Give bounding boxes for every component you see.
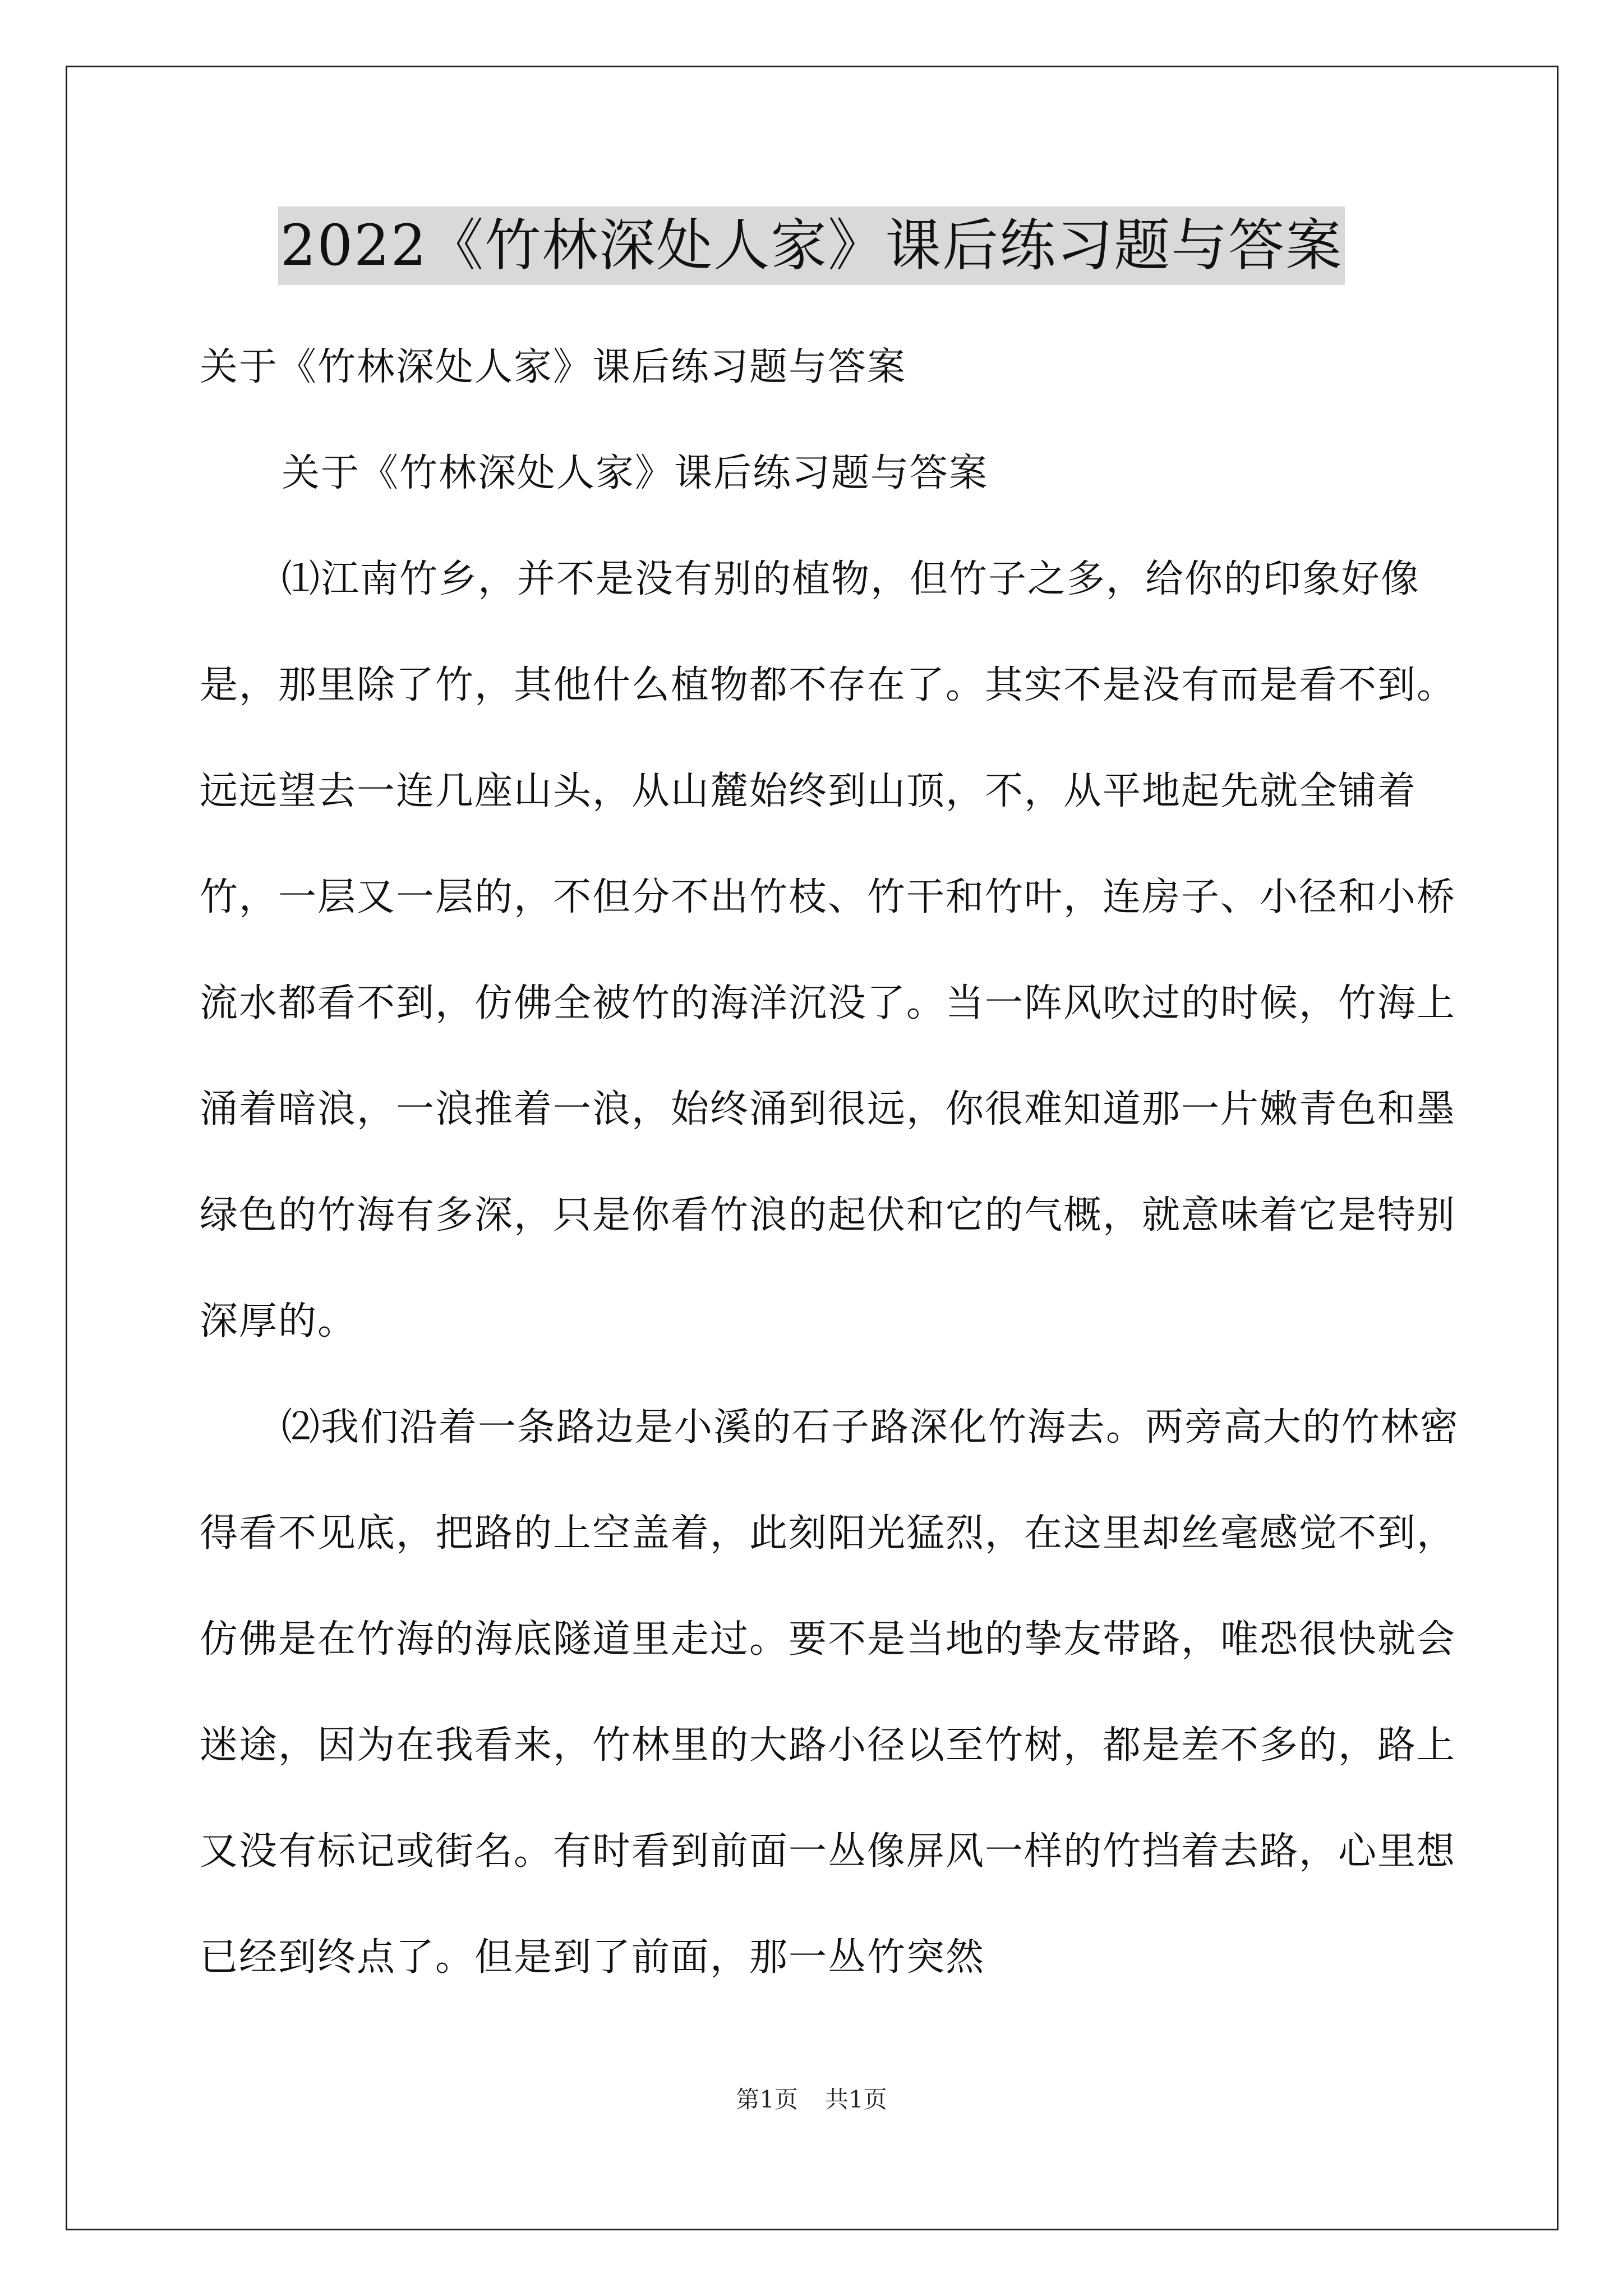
- title-container: [0, 206, 1623, 285]
- paragraph-1: ⑴江南竹乡，并不是没有别的植物，但竹子之多，给你的印象好像是，那里除了竹，其他什么植物都不存在了。其实不是没有而是看不到。远远望去一连几座山头，从山麓始终到山顶，不，从平地起先就全铺着竹，一层又一层的，不但分不出竹枝、竹干和竹叶，连房子、小径和小桥流水都看不到，仿佛全被竹的海洋沉没了。当一阵风吹过的时候，竹海上涌着暗浪，一浪推着一浪，始终涌到很远，你很难知道那一片嫩青色和墨绿色的竹海有多深，只是你看竹浪的起伏和它的气概，就意味着它是特别深厚的。: [200, 557, 1456, 1343]
- page-number: 第1页: [736, 2086, 798, 2113]
- page-total: 共1页: [825, 2086, 887, 2113]
- paragraph-heading: 关于《竹林深处人家》课后练习题与答案: [282, 451, 989, 495]
- paragraph-2: ⑵我们沿着一条路边是小溪的石子路深化竹海去。两旁高大的竹林密得看不见底，把路的上空盖着，此刻阳光猛烈，在这里却丝毫感觉不到，仿佛是在竹海的海底隧道里走过。要不是当地的挚友带路，唯恐很快就会迷途，因为在我看来，竹林里的大路小径以至竹树，都是差不多的，路上又没有标记或街名。有时看到前面一丛像屏风一样的竹挡着去路，心里想已经到终点了。但是到了前面，那一丛竹突然: [200, 1405, 1460, 1980]
- page-footer: [0, 2081, 1623, 2115]
- document-subtitle: 关于《竹林深处人家》课后练习题与答案: [200, 345, 907, 389]
- document-title: 2022《竹林深处人家》课后练习题与答案: [278, 206, 1345, 285]
- document-body: [200, 314, 1461, 2010]
